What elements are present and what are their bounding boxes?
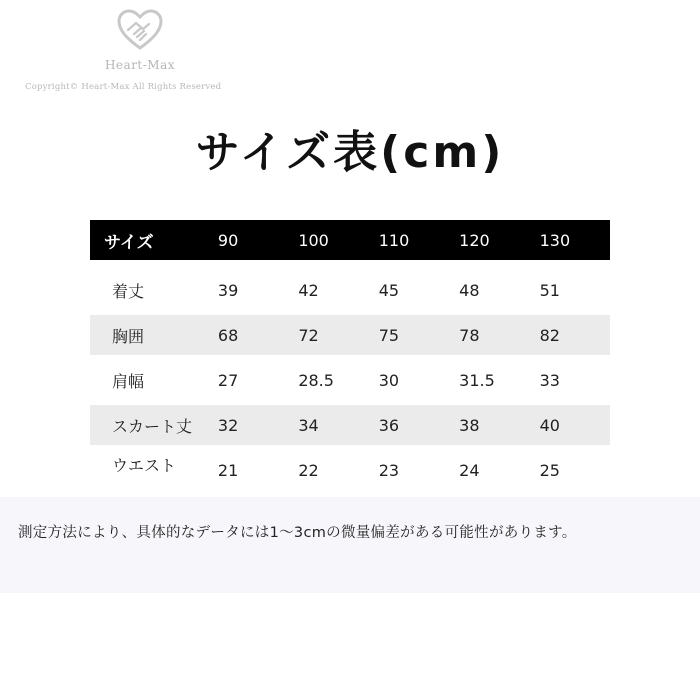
table-row xyxy=(90,360,610,400)
size-table xyxy=(90,220,610,495)
table-cell: 39 xyxy=(217,280,239,300)
table-cell: 25 xyxy=(539,460,560,480)
brand-logo xyxy=(95,8,185,72)
table-cell: 72 xyxy=(298,325,319,345)
note-section xyxy=(0,497,700,593)
table-cell: 32 xyxy=(217,415,239,435)
heart-handshake-icon xyxy=(95,8,185,52)
table-cell: 78 xyxy=(459,325,480,345)
row-label: 肩幅 xyxy=(112,371,145,391)
table-cell: 30 xyxy=(378,370,400,390)
table-cell: 42 xyxy=(298,280,319,300)
table-cell: 75 xyxy=(378,325,400,345)
measurement-note: 測定方法により、具体的なデータには1〜3cmの微量偏差がある可能性があります。 xyxy=(18,525,577,541)
table-cell: 23 xyxy=(378,460,400,480)
table-cell: 48 xyxy=(459,280,480,300)
table-cell: 28.5 xyxy=(298,370,334,390)
table-cell: 21 xyxy=(217,460,239,480)
table-cell: 34 xyxy=(298,415,319,435)
table-cell: 40 xyxy=(539,415,560,435)
table-cell: 27 xyxy=(217,370,239,390)
copyright-text: Copyright© Heart-Max All Rights Reserved xyxy=(25,82,222,92)
page-title: サイズ表(cm) xyxy=(195,127,505,178)
table-row xyxy=(90,450,610,490)
row-label: ウエスト xyxy=(112,455,177,475)
header-size-110: 110 xyxy=(378,230,410,250)
table-cell: 24 xyxy=(459,460,480,480)
row-label: 着丈 xyxy=(112,281,145,301)
table-cell: 51 xyxy=(539,280,560,300)
header-size-100: 100 xyxy=(298,230,329,250)
table-cell: 22 xyxy=(298,460,319,480)
table-header-row xyxy=(90,220,610,260)
logo-name: Heart-Max xyxy=(104,58,176,72)
table-row xyxy=(90,315,610,355)
header-size-130: 130 xyxy=(539,230,571,250)
table-cell: 31.5 xyxy=(459,370,495,390)
table-row xyxy=(90,270,610,310)
table-cell: 36 xyxy=(378,415,400,435)
header-size-120: 120 xyxy=(459,230,490,250)
table-cell: 33 xyxy=(539,370,560,390)
row-label: 胸囲 xyxy=(112,326,145,346)
row-label: スカート丈 xyxy=(112,416,193,436)
table-cell: 68 xyxy=(217,325,239,345)
table-cell: 82 xyxy=(539,325,560,345)
header-size-90: 90 xyxy=(217,230,239,250)
table-cell: 45 xyxy=(378,280,400,300)
header-size-label: サイズ xyxy=(104,232,154,253)
table-row xyxy=(90,405,610,445)
table-cell: 38 xyxy=(459,415,480,435)
